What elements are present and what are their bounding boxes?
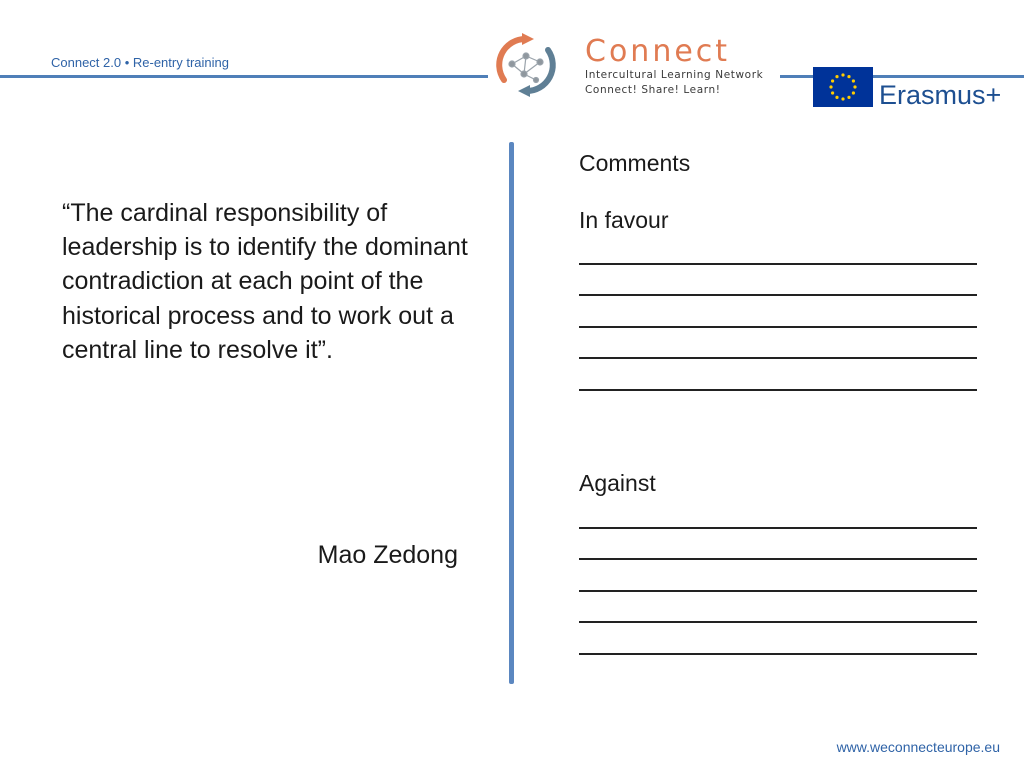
footer-website-link[interactable]: www.weconnecteurope.eu <box>836 739 1000 755</box>
header-rule-left <box>0 75 488 78</box>
blank-line <box>579 529 977 561</box>
blank-line <box>579 265 977 297</box>
brand-subtitle: Intercultural Learning Network <box>585 69 764 81</box>
blank-line <box>579 359 977 391</box>
brand-motto: Connect! Share! Learn! <box>585 84 721 96</box>
blank-line <box>579 592 977 624</box>
connect-network-logo-icon <box>486 30 566 100</box>
quote-author: Mao Zedong <box>317 541 458 569</box>
blank-line <box>579 497 977 529</box>
blank-line <box>579 233 977 265</box>
blank-line <box>579 623 977 655</box>
in-favour-lines <box>579 233 977 391</box>
blank-line <box>579 328 977 360</box>
vertical-divider <box>509 142 514 684</box>
comments-heading: Comments <box>579 150 691 176</box>
against-label: Against <box>579 470 656 496</box>
brand-block <box>585 36 763 98</box>
against-lines <box>579 497 977 655</box>
quote-text: “The cardinal responsibility of leadership is to identify the dominant contradiction at each point of the historical process and to work out a central line to resolve it”. <box>62 199 468 364</box>
eu-flag-icon <box>813 67 873 107</box>
breadcrumb: Connect 2.0 • Re-entry training <box>51 55 229 70</box>
blank-line <box>579 560 977 592</box>
erasmus-plus-logo-text: Erasmus+ <box>879 80 1002 110</box>
blank-line <box>579 296 977 328</box>
brand-name: Connect <box>585 34 731 69</box>
in-favour-label: In favour <box>579 207 669 233</box>
